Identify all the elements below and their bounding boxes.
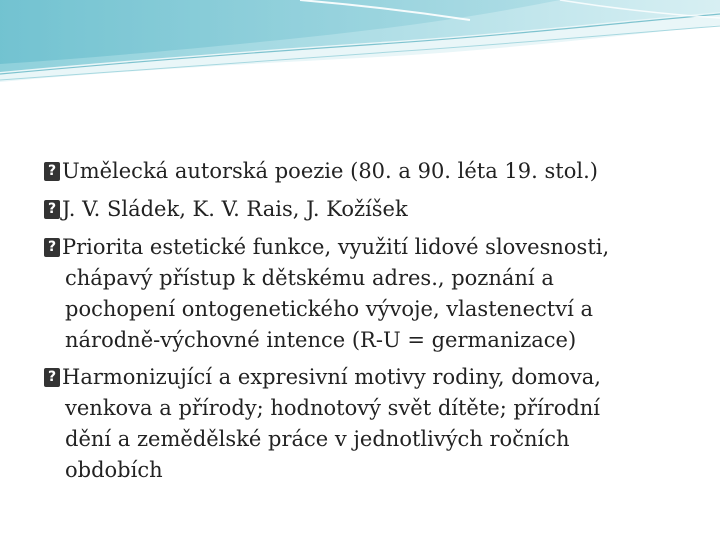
bullet-continuation-line: obdobích — [65, 458, 163, 482]
bullet-text: Umělecká autorská poezie (80. a 90. léta 19. stol.) — [62, 159, 598, 183]
bullet-item-4 — [44, 362, 684, 486]
bullet-item-3 — [44, 232, 684, 356]
bullet-continuation-line: pochopení ontogenetického vývoje, vlastenectví a — [65, 297, 593, 321]
missing-glyph-bullet-icon — [44, 238, 60, 257]
bullet-line — [44, 362, 684, 393]
bullet-continuation-line: dění a zemědělské práce v jednotlivých ročních — [65, 427, 570, 451]
bullet-line — [44, 194, 684, 225]
bullet-text: Harmonizující a expresivní motivy rodiny, domova, — [62, 365, 601, 389]
missing-glyph-bullet-icon — [44, 368, 60, 387]
bullet-line — [44, 232, 684, 263]
missing-glyph-bullet-icon — [44, 162, 60, 181]
bullet-text: Priorita estetické funkce, využití lidové slovesnosti, — [62, 235, 610, 259]
missing-glyph-bullet-icon — [44, 200, 60, 219]
bullet-continuation-line: chápavý přístup k dětskému adres., poznání a — [65, 266, 554, 290]
bullet-continuation-line: venkova a přírody; hodnotový svět dítěte; přírodní — [65, 396, 601, 420]
bullet-text: J. V. Sládek, K. V. Rais, J. Kožíšek — [62, 197, 408, 221]
bullet-item-1 — [44, 156, 684, 187]
bullet-line — [44, 156, 684, 187]
bullet-continuation-line: národně-výchovné intence (R-U = germanizace) — [65, 328, 577, 352]
bullet-item-2 — [44, 194, 684, 225]
